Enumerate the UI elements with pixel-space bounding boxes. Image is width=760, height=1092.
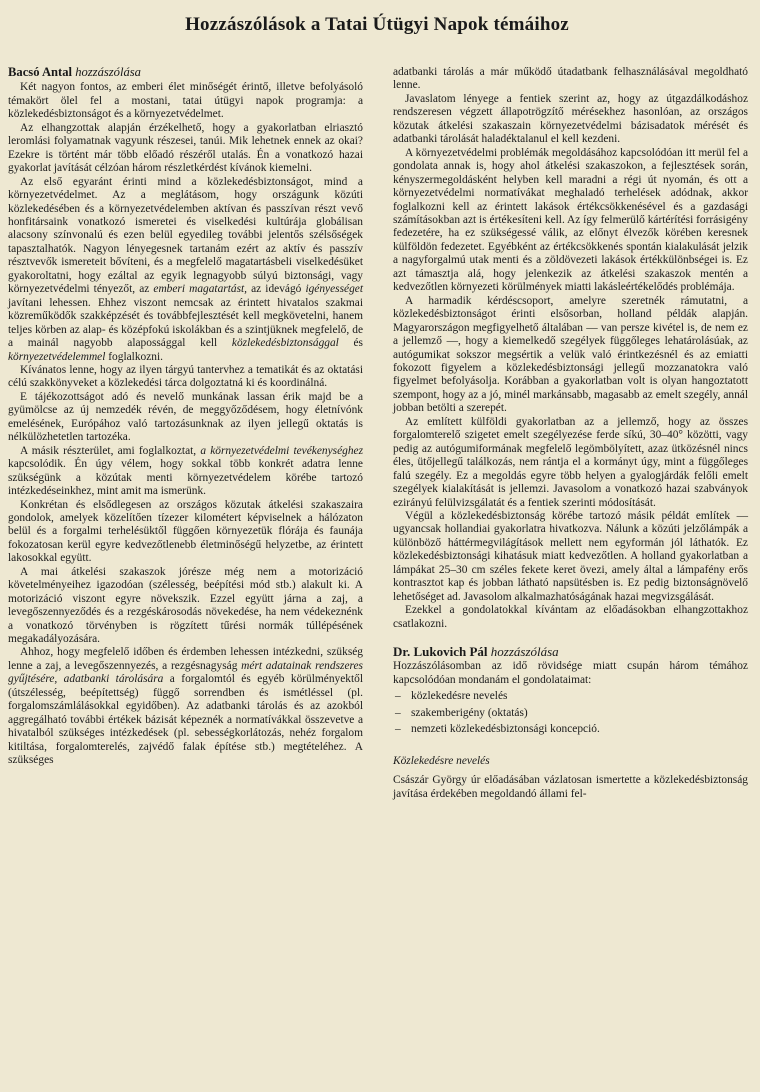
topic-list [393,690,748,736]
text-run: és [338,337,363,350]
section-subheading: Közlekedésre nevelés [393,754,490,767]
paragraph: Javaslatom lényege a fentiek szerint az, hogy az útgazdálkodáshoz rendszeresen végzett állapotrögzítő mérésekhez hasonlóan, az országos közutak átkelési szakaszain környezetvédelmi bázisadatok mérését és adatbanki tárolását haladéktalanul el kell kezdeni. [393,92,748,146]
emphasis: közlekedésbiztonsággal [231,337,339,350]
author-name: Dr. Lukovich Pál [393,644,488,660]
list-item: – nemzeti közlekedésbiztonsági koncepció. [393,723,748,736]
author-heading [393,645,748,658]
author-suffix: hozzászólása [75,65,141,79]
text-run: Ahhoz, hogy megfelelő időben és érdemben lehessen intézkedni, szükség lenne a zaj, a levegőszennyezés, a rezgésnagyság [8,646,363,672]
paragraph: A környezetvédelmi problémák megoldásához kapcsolódóan itt merül fel a gondolata annak is, hogy ahol átkelési szakaszokon, a fejlesztések során, kényszermegoldásként helyben kell maradni a régi út nyomán, és ott a környezetvédelmi normatívákat meghaladó terhelések adódnak, akkor foglalkozni kell az érintett lakások értékcsökkenésével és a gazdasági számításokban azt is értékesíteni kell. Az így felmerülő kártérítési forrásigény fedezetére, ha ez szükségessé válik, az előnyt élvezők körében keresnek külföldön fedezetet. Egyébként az értékcsökkenés spontán kialakulását jelzik a nagyforgalmú utak menti és a zöldövezeti lakások értékkülönbségei is. Ez azt támasztja alá, hogy jelenkezik az átkelési szakaszok mentén a kedvezőtlen környezeti körülmények miatti lakásleértékelődés problémája. [393,146,748,294]
text-run: a forgalomtól és egyéb körülményektől (útszélesség, beépítettség) függő sorrendben és ismétléssel (pl. forgalomszámlálásokkal egyidőben). Az adatbanki tárolás és az azokból aggregálható további értékek bázisát képeznék a normatívákkal összevetve a hivatalból szükséges intézkedések (pl. sebességkorlátozás, nehéz forgalom kitiltása, forgalomterelés, zajvédő falak építése stb.) megtételéhez. A szükséges [8,673,363,767]
paragraph [8,176,363,364]
article-columns [8,66,748,1092]
text-run: az idevágó [247,283,306,296]
emphasis: mért adatainak rendszeres gyűjtésére, adatbanki tárolására [8,659,363,686]
text-run: foglalkozni. [105,350,163,363]
author-heading [8,66,363,79]
emphasis: környezetvédelemmel [8,350,106,363]
emphasis: igényességet [305,283,363,296]
paragraph: Végül a közlekedésbiztonság körébe tartozó másik példát említek — ugyancsak hollandiai gyakorlatra hivatkozva. Nálunk a közúti jelzőlámpák a különböző háttérmegvilágítások mellett nem egyformán jól láthatók. Ez közlekedésbiztonsági kihatásuk miatt kedvezőtlen. A holland gyakorlatban a lámpákat 25–30 cm széles fekete keret övezi, amely által a lámpafény erős kontrasztot kap és jobban látható napsütésben is. Ez pedig biztonságnövelő lehetőséget ad. Javasolom alkalmazhatóságának hazai megvizsgálását. [393,509,748,603]
paragraph [8,646,363,767]
emphasis: emberi magatartást, [153,283,248,296]
paragraph: adatbanki tárolás a már működő útadatbank felhasználásával megoldható lenne. [393,66,748,92]
text-run: Az első egyaránt érinti mind a közlekedésbiztonságot, mind a környezetvédelmet. Az a meglátásom, hogy országunk közúti közlekedésében és a környezetvédelemben aktívan és passzívan részt vevő honfitársaink vonatkozó ismeretei és viselkedési kultúrája globálisan alacsony színvonalú és ezen belül egyedileg további jelentős szélsőségek tapasztalhatók. Nagyon lényegesnek tartanám ezért az aktív és passzív résztvevők ismereteit bővíteni, és a megfelelő magatartásbeli viselkedésüket gyakoroltatni, hogy ezáltal az egyik legnagyobb súlyú biztonsági, vagy környezetvédelmi tényezőt, az [8,175,363,296]
page-title: Hozzászólások a Tatai Útügyi Napok témáihoz [185,14,569,35]
paragraph: E tájékozottságot adó és nevelő munkának lassan érik majd be a gyümölcse az új nemzedék révén, de meggyőződésem, hogy életnívónk emelésének, Európához való tartozásunknak az ilyen jellegű oktatás is nélkülözhetetlen tartozéka. [8,390,363,444]
paragraph: A harmadik kérdéscsoport, amelyre szeretnék rámutatni, a közlekedésbiztonságot érinti elsősorban, holland példák alapján. Magyarországon megfigyelhető általában — van persze kivétel is, de nem ez a jellemző —, hogy a kiemelkedő szegélyek függőleges lehatárolásúak, az autógumikat sokszor megsértik a velük való érintkezésnél és az emiatti fokozott figyelem a közlekedésbiztonsági jellegű mozzanatokra való figyelmet befolyásolja. Korábban a gyakorlatban volt is olyan hangoztatott szempont, hogy az a jó, minél markánsabb, magasabb az emelt szegély, annál jobban betölti a szerepét. [393,294,748,415]
paragraph: Az említett külföldi gyakorlatban az a jellemző, hogy az összes forgalomterelő szigetet emelt szegélyezése ferde síkú, 30–40° közötti, vagy pedig az autógumiformának megfelelő legömbölyített, azaz ütközésnél nincs éles, ütőjellegű találkozás, nem rántja el a kormányt úgy, mint a függőleges falú szegély. Ez a megoldás egyre több helyen a gyalogjárdák felőli emelt szegélyek kialakítását is jellemzi. Javasolom a vonatkozó hazai szabványok ezirányú felülvizsgálatát és a fentiek szerinti módosítását. [393,415,748,509]
paragraph: Kívánatos lenne, hogy az ilyen tárgyú tantervhez a tematikát és az oktatási célú szakkönyveket a közlekedési tárca dolgoztatná ki és koordinálná. [8,363,363,390]
paragraph: Hozzászólásomban az idő rövidsége miatt csupán három témához kapcsolódóan mondanám el gondolataimat: [393,660,748,686]
paragraph: Konkrétan és elsődlegesen az országos közutak átkelési szakaszaira gondolok, amelyek közelítően tízezer kilométert képviselnek a hálózaton belül és a forgalmi terhelésüktől függően környezetük flórája és faunája fokozatosan kerül egyre kedvezőtlenebb életminőségű helyzetbe, az érintett lakosokkal együtt. [8,498,363,565]
list-item: – szakemberigény (oktatás) [393,707,748,720]
paragraph: Ezekkel a gondolatokkal kívántam az előadásokban elhangzottakhoz csatlakozni. [393,604,748,630]
list-item: – közlekedésre nevelés [393,690,748,703]
paragraph: Császár György úr előadásában vázlatosan ismertette a közlekedésbiztonság javítása érdekében megoldandó állami fel- [393,774,748,800]
paragraph: Két nagyon fontos, az emberi élet minőségét érintő, illetve befolyásoló témakört ölel fel a mostani, tatai útügyi napok programja: a közlekedésbiztonságot és a környezetvédelmet. [8,81,363,121]
emphasis: a környezetvédelmi tevékenységhez [200,444,364,457]
right-column [393,66,748,1092]
text-run: kapcsolódik. Én úgy vélem, hogy sokkal több konkrét adatra lenne szükségünk a közútak menti környezetvédelem körébe tartozó intézkedéseinkhez, mint amit ma ismerünk. [8,458,363,498]
paragraph [8,445,363,499]
paragraph: Az elhangzottak alapján érzékelhető, hogy a gyakorlatban elriasztó leromlási folyamatnak vagyunk részesei, tanúi. Mik lehetnek ennek az okai? Ezekre is történt már több előadó részéről utalás. Én a vonatkozó hazai gyakorlat javítását célzóan három részletkérdést kívánok kiemelni. [8,121,363,175]
author-name: Bacsó Antal [8,65,73,79]
left-column [8,66,363,1092]
text-run: A másik részterület, ami foglalkoztat, [20,444,201,457]
author-suffix: hozzászólása [490,644,559,660]
text-run: javítani lehessen. Ehhez viszont nemcsak az érintett hivatalos szakmai közreműködők szakképzését és továbbfejlesztését kell megkövetelni, hanem teljes körben az alap- és középfokú iskolákban és a szintjüknek megfelelő, de a mainál nagyobb alapossággal kell [8,296,363,350]
paragraph: A mai átkelési szakaszok jórésze még nem a motorizáció követelményeihez igazodóan (szélesség, beépítési mód stb.) alakult ki. A motorizáció viszont egyre növekszik. Ezzel együtt járna a zaj, a levegőszennyeződés és a rezgéskárosodás növekedése, ha nem védekeznénk a vonatkozó törvényben is rögzített tűrési normák túllépésének megakadályozására. [8,565,363,646]
